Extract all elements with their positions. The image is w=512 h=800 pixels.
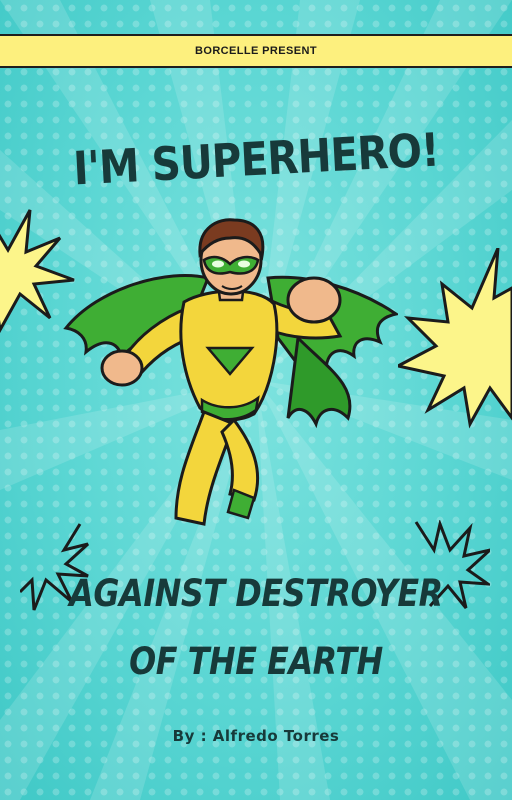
author-credit: By : Alfredo Torres — [172, 727, 340, 745]
superhero-illustration — [58, 218, 398, 538]
subtitle-line-1: AGAINST DESTROYER — [69, 572, 443, 615]
banner-text: BORCELLE PRESENT — [195, 45, 317, 57]
top-banner — [0, 34, 512, 68]
explosion-burst-right — [398, 248, 512, 438]
subtitle-line-2: OF THE EARTH — [129, 640, 383, 683]
cover-title: I'M SUPERHERO! — [72, 122, 440, 196]
